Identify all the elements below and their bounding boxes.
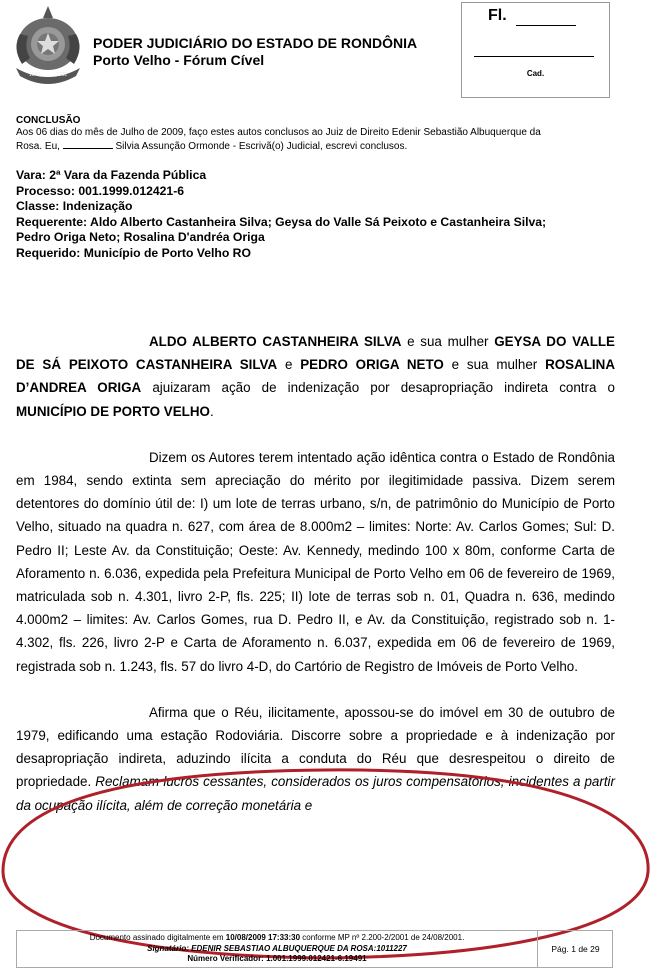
paragraph-text: e sua mulher <box>401 334 495 349</box>
case-vara: Vara: 2ª Vara da Fazenda Pública <box>16 168 207 182</box>
case-classe: Classe: Indenização <box>16 199 133 214</box>
paragraph-3 <box>16 701 615 817</box>
case-details <box>16 168 626 262</box>
signature-line-1 <box>17 933 537 944</box>
court-location: Porto Velho - Fórum Cível <box>93 52 265 68</box>
verification-number: Número Verificador: 1.001.1999.012421-6.19491 <box>187 954 367 963</box>
case-requerente-2: Pedro Origa Neto; Rosalina D'andréa Origa <box>16 230 265 245</box>
folio-label: Fl. <box>488 7 507 24</box>
signature-footer <box>16 930 613 968</box>
folio-signature-line <box>474 56 594 57</box>
paragraph-text: ajuizaram ação de indenização por desapropriação indireta contra o <box>141 380 615 396</box>
folio-cad-label: Cad. <box>526 69 545 78</box>
signature-date: 10/08/2009 17:33:30 <box>225 933 301 942</box>
signature-line-2 <box>17 944 537 955</box>
signer-name: EDENIR SEBASTIAO ALBUQUERQUE DA ROSA:1011227 <box>191 943 407 953</box>
party-name: ROSALINA D’ANDREA ORIGA <box>16 357 615 396</box>
paragraph-2: Dizem os Autores terem intentado ação idêntica contra o Estado de Rondônia em 1984, sendo extinta sem apreciação do mérito por ilegitimidade passiva. Dizem serem detentores do domínio útil de: I) um lote de terras urbano, s/n, de patrimônio do Município de Porto Velho, situado na quadra n. 627, com área de 8.000m2 – limites: Norte: Av. Carlos Gomes; Sul: D. Pedro II; Leste Av. da Constituição; Oeste: Av. Kennedy, medindo 100 x 80m, conforme Carta de Aforamento n. 6.036, expedida pela Prefeitura Municipal de Porto Velho em 06 de fevereiro de 1969, matriculada sob n. 4.301, livro 2-P, fls. 225; II) lote de terras sob n. 01, Quadra n. 636, medindo 4.000m2 – limites: Av. Carlos Gomes, rua D. Pedro II, e Av. da Constituição, registrado sob n. 1-4.302, fls. 226, livro 2-P e Carta de Aforamento n. 6.037, expedida em 06 de fevereiro de 1969, registrada sob n. 1.243, fls. 57 do livro 4-D, do Cartório de Registro de Imóveis de Porto Velho. <box>16 449 615 674</box>
paragraph-text: e sua mulher <box>443 357 546 373</box>
signer-label: Signatário: <box>147 943 192 953</box>
footer-text: conforme MP nº 2.200-2/2001 de 24/08/2001. <box>300 933 465 942</box>
document-body <box>16 330 615 817</box>
page-number: Pág. 1 de 29 <box>551 944 600 954</box>
case-requerente-1: Requerente: Aldo Alberto Castanheira Silva; Geysa do Valle Sá Peixoto e Castanheira Silva; <box>16 214 547 229</box>
party-name: GEYSA DO VALLE DE SÁ PEIXOTO CASTANHEIRA SILVA <box>16 334 615 373</box>
case-processo: Processo: 001.1999.012421-6 <box>16 183 185 198</box>
paragraph-1 <box>16 330 615 423</box>
party-name: ALDO ALBERTO CASTANHEIRA SILVA <box>149 334 402 349</box>
conclusao-line-2-end: Silvia Assunção Ormonde - Escrivã(o) Judicial, escrevi conclusos. <box>115 141 408 152</box>
crest-year-left: 1943 <box>29 72 41 78</box>
case-requerido: Requerido: Município de Porto Velho RO <box>16 245 251 260</box>
paragraph-text: Afirma que o Réu, ilicitamente, apossou-se do imóvel em 30 de outubro de 1979, edificando uma estação Rodoviária. Discorre sobre a propriedade e à indenização por desapropriação indireta, aduzindo ilícita a conduta do Réu que desrespeitou o direito de propriedade. <box>16 704 615 790</box>
coat-of-arms-icon <box>10 4 86 86</box>
paragraph-italic-text: Reclamam lucros cessantes, considerados os juros compensatórios, incidentes a partir da ocupação ilícita, além de correção monetária e <box>16 774 615 813</box>
paragraph-text: e <box>277 357 301 373</box>
header-titles <box>93 35 417 69</box>
paragraph-text: . <box>209 403 214 419</box>
party-name: PEDRO ORIGA NETO <box>300 357 444 373</box>
signature-blank <box>63 139 113 149</box>
court-name: PODER JUDICIÁRIO DO ESTADO DE RONDÔNIA <box>93 35 418 51</box>
conclusao-line-2 <box>16 139 616 153</box>
conclusao-line-2-start: Rosa. Eu, <box>16 141 60 152</box>
conclusao-title: CONCLUSÃO <box>16 115 81 126</box>
folio-number-line <box>516 25 576 26</box>
conclusao-section <box>16 115 616 153</box>
crest-year-right: 1982 <box>56 72 68 78</box>
conclusao-line-1: Aos 06 dias do mês de Julho de 2009, faço estes autos conclusos ao Juiz de Direito Edenir Sebastião Albuquerque da <box>16 127 541 138</box>
defendant-name: MUNICÍPIO DE PORTO VELHO <box>16 403 210 419</box>
folio-box <box>461 2 610 98</box>
signature-info <box>17 933 537 965</box>
footer-text: Documento assinado digitalmente em <box>89 933 226 942</box>
